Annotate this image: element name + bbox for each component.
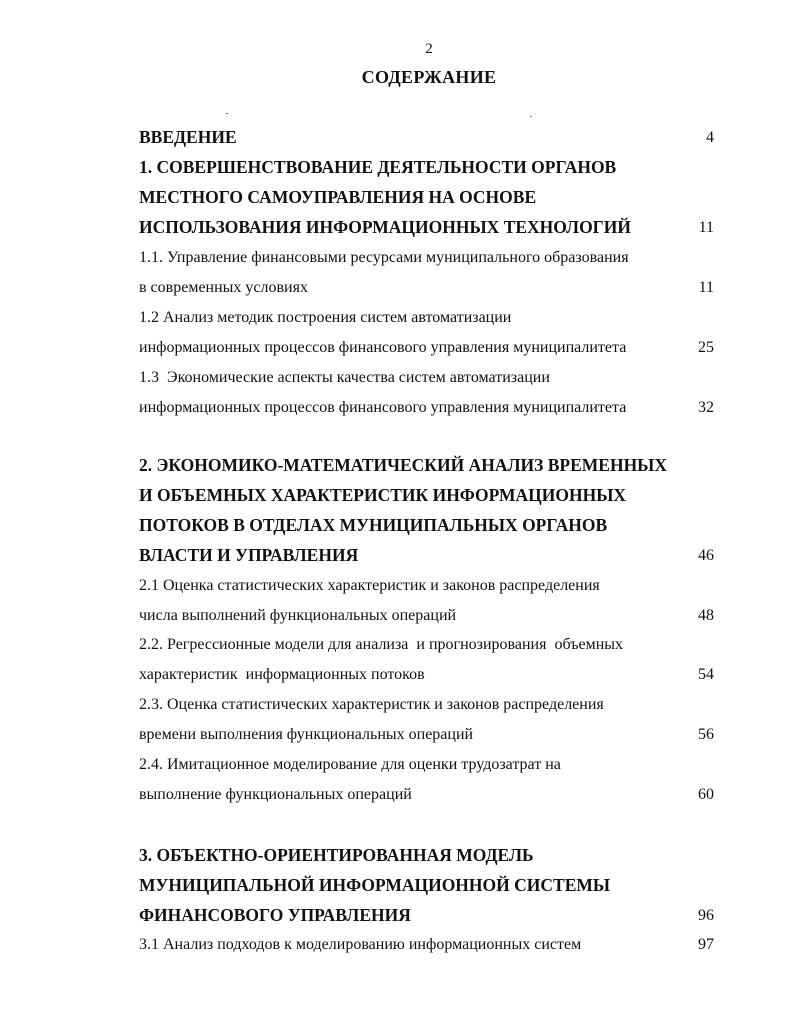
toc-page-number: 11 [698,279,714,296]
toc-section-1-1-line-2: в современных условиях [139,279,308,296]
page-title: СОДЕРЖАНИЕ [361,67,497,87]
toc-page-number: 48 [698,607,714,624]
toc-chapter-3-line-1: 3. ОБЪЕКТНО-ОРИЕНТИРОВАННАЯ МОДЕЛЬ [139,845,534,865]
toc-page-number: 96 [698,907,714,924]
page-number: 2 [425,41,433,57]
toc-chapter-1-line-3: ИСПОЛЬЗОВАНИЯ ИНФОРМАЦИОННЫХ ТЕХНОЛОГИЙ [139,217,632,237]
toc-section-2-4-line-2: выполнение функциональных операций [139,786,412,803]
toc-section-1-3-line-1: 1.3 Экономические аспекты качества систем автоматизации [139,369,550,386]
toc-section-1-2-line-1: 1.2 Анализ методик построения систем автоматизации [139,309,512,326]
toc-section-2-4-line-1: 2.4. Имитационное моделирование для оценки трудозатрат на [139,756,561,773]
toc-page-number: 56 [698,726,714,743]
toc-chapter-2-line-3: ПОТОКОВ В ОТДЕЛАХ МУНИЦИПАЛЬНЫХ ОРГАНОВ [139,515,608,535]
toc-section-1-1-line-1: 1.1. Управление финансовыми ресурсами муниципального образования [139,249,629,266]
toc-chapter-3-line-3: ФИНАНСОВОГО УПРАВЛЕНИЯ [139,905,411,925]
toc-chapter-2-line-2: И ОБЪЕМНЫХ ХАРАКТЕРИСТИК ИНФОРМАЦИОННЫХ [139,485,627,505]
scan-speck [530,116,532,117]
toc-heading-introduction: ВВЕДЕНИЕ [139,127,237,147]
toc-section-3-1-line-1: 3.1 Анализ подходов к моделированию информационных систем [139,936,582,953]
toc-page-number: 11 [698,219,714,236]
toc-page-number: 25 [698,339,714,356]
toc-page-number: 32 [698,399,714,416]
toc-page-number: 46 [698,547,714,564]
toc-section-2-2-line-1: 2.2. Регрессионные модели для анализа и прогнозирования объемных [139,636,624,653]
toc-section-1-2-line-2: информационных процессов финансового управления муниципалитета [139,339,627,356]
toc-section-2-1-line-1: 2.1 Оценка статистических характеристик и законов распределения [139,577,600,594]
toc-page-number: 60 [698,786,714,803]
toc-section-2-3-line-1: 2.3. Оценка статистических характеристик и законов распределения [139,696,604,713]
toc-page-number: 4 [706,129,714,146]
toc-section-1-3-line-2: информационных процессов финансового управления муниципалитета [139,399,627,416]
toc-section-2-1-line-2: числа выполнений функциональных операций [139,607,457,624]
toc-section-2-2-line-2: характеристик информационных потоков [139,666,425,683]
toc-page-number: 54 [698,666,714,683]
scan-speck [226,113,228,114]
toc-chapter-2-line-4: ВЛАСТИ И УПРАВЛЕНИЯ [139,545,359,565]
toc-chapter-2-line-1: 2. ЭКОНОМИКО-МАТЕМАТИЧЕСКИЙ АНАЛИЗ ВРЕМЕННЫХ [139,455,668,475]
toc-section-2-3-line-2: времени выполнения функциональных операций [139,726,474,743]
toc-chapter-3-line-2: МУНИЦИПАЛЬНОЙ ИНФОРМАЦИОННОЙ СИСТЕМЫ [139,875,611,895]
toc-chapter-1-line-2: МЕСТНОГО САМОУПРАВЛЕНИЯ НА ОСНОВЕ [139,187,537,207]
toc-chapter-1-line-1: 1. СОВЕРШЕНСТВОВАНИЕ ДЕЯТЕЛЬНОСТИ ОРГАНОВ [139,157,617,177]
toc-page-number: 97 [698,936,714,953]
